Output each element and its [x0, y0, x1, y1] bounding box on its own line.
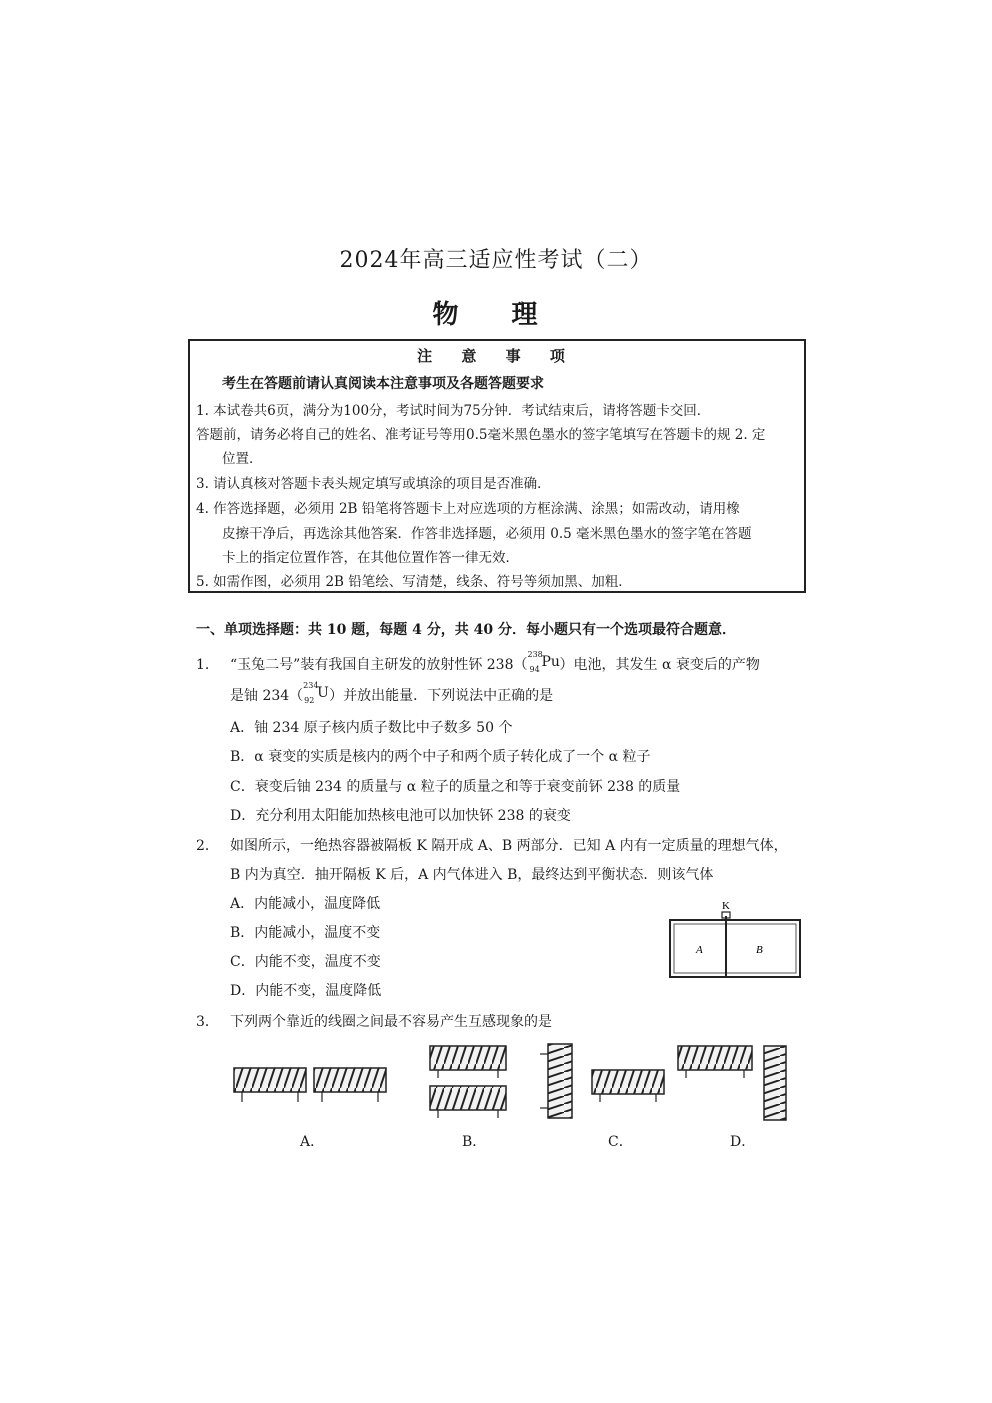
section-header: 一、单项选择题：共 10 题，每题 4 分，共 40 分．每小题只有一个选项最符合题意． — [196, 622, 736, 638]
notice-line: 答题前，请务必将自己的姓名、准考证号等用0.5毫米黑色墨水的签字笔填写在答题卡的规 2. 定 — [196, 427, 766, 443]
container-outer-wall — [670, 920, 800, 977]
q1-stem-line1 — [230, 650, 760, 674]
q2-container-figure — [664, 898, 814, 984]
pu-isotope — [527, 650, 560, 674]
q1-option-b: B．α 衰变的实质是核内的两个中子和两个质子转化成了一个 α 粒子 — [230, 749, 651, 765]
q3-label-d: D． — [730, 1134, 756, 1150]
coil-pair-d — [678, 1046, 786, 1120]
q2-option-a: A．内能减小，温度降低 — [230, 896, 381, 912]
exam-title: 2024年高三适应性考试（二） — [339, 248, 653, 273]
u-symbol: U — [317, 685, 329, 701]
coil — [234, 1068, 306, 1092]
chamber-a-label: A — [696, 944, 703, 956]
notice-heading: 注 意 事 项 — [417, 347, 577, 365]
exam-subject: 物 理 — [432, 300, 560, 330]
chamber-b-label: B — [756, 944, 763, 956]
notice-line: 1. 本试卷共6页，满分为100分，考试时间为75分钟．考试结束后，请将答题卡交回． — [196, 403, 711, 419]
pu-atomic-number: 94 — [529, 665, 540, 674]
q3-label-c: C． — [608, 1134, 633, 1150]
q2-number: 2． — [196, 838, 219, 854]
coil-pair-b — [430, 1046, 506, 1118]
q3-label-a: A． — [300, 1134, 325, 1150]
notice-box — [188, 339, 806, 593]
coil — [430, 1086, 506, 1110]
q3-label-b: B． — [462, 1134, 487, 1150]
u-isotope — [303, 681, 329, 705]
u-atomic-number: 92 — [304, 696, 315, 705]
coil — [592, 1070, 664, 1094]
q2-stem-line1: 如图所示，一绝热容器被隔板 K 隔开成 A、B 两部分．已知 A 内有一定质量的理想气体， — [230, 838, 788, 854]
q1-stem-line2 — [230, 681, 554, 705]
q1-text: 是铀 234（ — [230, 688, 304, 704]
q1-text: ）并放出能量．下列说法中正确的是 — [329, 688, 554, 704]
coil-pair-a — [234, 1068, 386, 1102]
notice-subheading: 考生在答题前请认真阅读本注意事项及各题答题要求 — [222, 376, 544, 392]
q1-option-a: A．铀 234 原子核内质子数比中子数多 50 个 — [230, 720, 513, 736]
q2-option-b: B．内能减小，温度不变 — [230, 925, 381, 941]
coil-pair-c — [540, 1044, 664, 1118]
q1-option-d: D．充分利用太阳能加热核电池可以加快钚 238 的衰变 — [230, 808, 571, 824]
k-label: K — [722, 900, 730, 912]
notice-line: 位置． — [222, 451, 263, 467]
notice-line: 卡上的指定位置作答，在其他位置作答一律无效． — [222, 550, 519, 566]
q1-option-c: C．衰变后铀 234 的质量与 α 粒子的质量之和等于衰变前钚 238 的质量 — [230, 779, 681, 795]
q3-stem: 下列两个靠近的线圈之间最不容易产生互感现象的是 — [230, 1014, 552, 1030]
notice-line: 3. 请认真核对答题卡表头规定填写或填涂的项目是否准确． — [196, 476, 551, 492]
u-mass-number: 234 — [303, 681, 319, 690]
q3-coils-figure — [228, 1040, 788, 1128]
notice-line: 4. 作答选择题，必须用 2B 铅笔将答题卡上对应选项的方框涂满、涂黑；如需改动，请用橡 — [196, 501, 740, 517]
container-inner-wall — [674, 924, 796, 973]
coil — [548, 1044, 572, 1118]
coil — [678, 1046, 752, 1070]
pu-mass-number: 238 — [527, 650, 543, 659]
q1-text: “玉兔二号”装有我国自主研发的放射性钚 238（ — [230, 657, 528, 673]
pu-symbol: Pu — [541, 654, 560, 670]
notice-line: 5. 如需作图，必须用 2B 铅笔绘、写清楚，线条、符号等须加黑、加粗． — [196, 574, 632, 590]
q2-option-d: D．内能不变，温度降低 — [230, 983, 382, 999]
notice-line: 皮擦干净后，再选涂其他答案．作答非选择题，必须用 0.5 毫米黑色墨水的签字笔在答题 — [222, 526, 752, 542]
q1-text: ）电池，其发生 α 衰变后的产物 — [559, 657, 760, 673]
q3-number: 3． — [196, 1014, 219, 1030]
q2-option-c: C．内能不变，温度不变 — [230, 954, 381, 970]
coil — [764, 1046, 786, 1120]
q2-stem-line2: B 内为真空．抽开隔板 K 后，A 内气体进入 B，最终达到平衡状态．则该气体 — [230, 867, 714, 883]
q1-number: 1． — [196, 657, 219, 673]
coil — [430, 1046, 506, 1070]
coil — [314, 1068, 386, 1092]
